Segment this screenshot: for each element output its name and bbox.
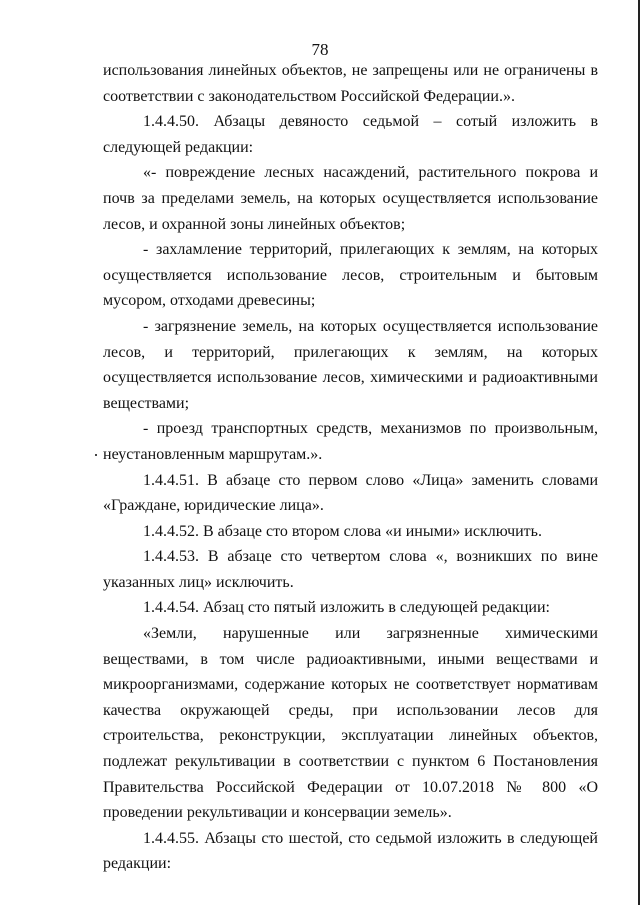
paragraph: «Земли, нарушенные или загрязненные химическими веществами, в том числе радиоактивными, иными веществами и микроорганизмами, содержание которых не соответствует нормативам качества окружающей среды, при использовании лесов для строительства, реконструкции, эксплуатации линейных объектов, подлежат рекультивации в соответствии с пунктом 6 Постановления Правительства Российской Федерации от 10.07.2018 № 800 «О проведении рекультивации и консервации земель». xyxy=(103,625,598,822)
paragraph: 1.4.4.53. В абзаце сто четвертом слова «, возникших по вине указанных лиц» исключить. xyxy=(103,548,598,591)
paragraph: 1.4.4.54. Абзац сто пятый изложить в следующей редакции: xyxy=(143,599,550,617)
page-number: 78 xyxy=(311,40,329,59)
paragraph: «- повреждение лесных насаждений, растительного покрова и почв за пределами земель, на которых осуществляется использование лесов, и охранной зоны линейных объектов; xyxy=(103,164,598,233)
paragraph: 1.4.4.52. В абзаце сто втором слова «и иными» исключить. xyxy=(143,522,542,540)
paragraph: 1.4.4.51. В абзаце сто первом слово «Лица» заменить словами «Граждане, юридические лица». xyxy=(103,471,598,515)
paragraph: использования линейных объектов, не запрещены или не ограничены в соответствии с законодательством Российской Федерации.». xyxy=(103,62,598,105)
paragraph: 1.4.4.50. Абзацы девяносто седьмой – сотый изложить в следующей редакции: xyxy=(103,113,598,156)
paragraph: - захламление территорий, прилегающих к землям, на которых осуществляется использование лесов, строительным и бытовым мусором, отходами древесины; xyxy=(103,241,598,310)
body-text xyxy=(103,58,598,877)
paragraph: 1.4.4.55. Абзацы сто шестой, сто седьмой изложить в следующей редакции: xyxy=(103,829,598,873)
scan-artifact xyxy=(95,454,97,456)
paragraph: - загрязнение земель, на которых осуществляется использование лесов, и территорий, прилегающих к землям, на которых осуществляется использование лесов, химическими и радиоактивными веществами; xyxy=(103,317,598,412)
paragraph: - проезд транспортных средств, механизмов по произвольным, неустановленным маршрутам.». xyxy=(103,420,598,463)
